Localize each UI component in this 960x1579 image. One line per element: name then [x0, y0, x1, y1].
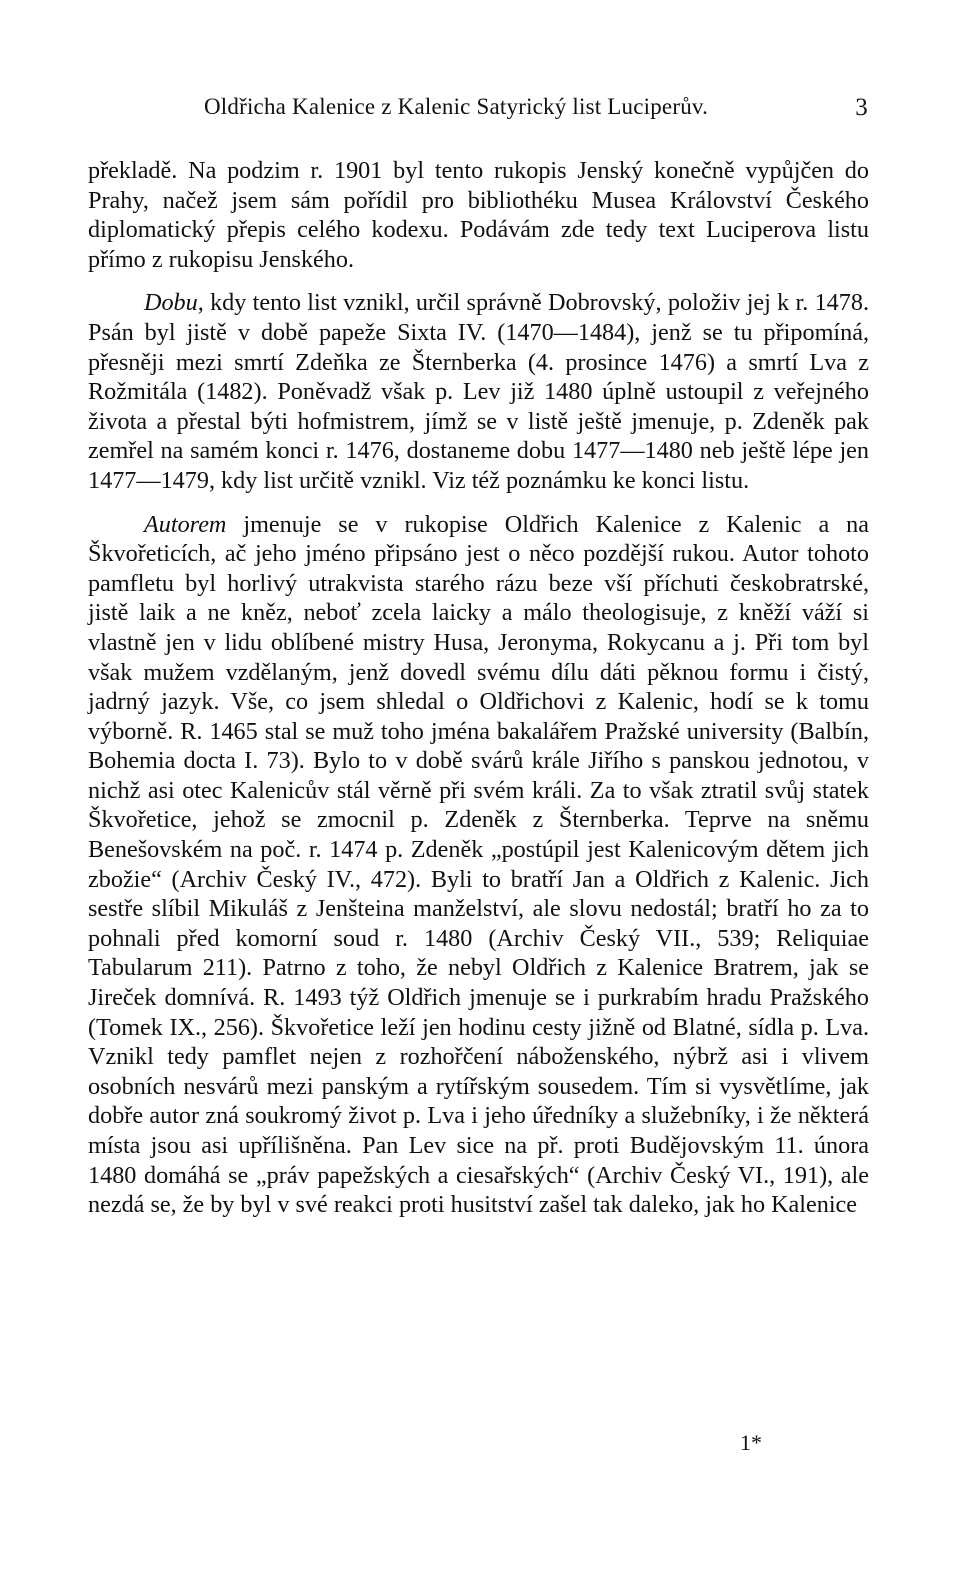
paragraph-2 [88, 288, 869, 495]
body-text [88, 156, 869, 1220]
paragraph-1-text: překladě. Na podzim r. 1901 byl tento rukopis Jenský konečně vypůjčen do Prahy, načež jsem sám pořídil pro bibliothéku Musea Království Českého diplomatický přepis celého kodexu. Podávám zde tedy text Luciperova listu přímo z rukopisu Jenského. [88, 157, 869, 273]
signature-mark: 1* [740, 1430, 762, 1455]
paragraph-3-text: jmenuje se v rukopise Oldřich Kalenice z Kalenic a na Škvořeticích, ač jeho jméno připsáno jest o něco pozdější rukou. Autor tohoto pamfletu byl horlivý utrakvista starého rázu beze vší příchuti českobratrské, jistě laik a ne kněz, neboť zcela laicky a málo theologisuje, z kněží váží si vlastně jen v lidu oblíbené mistry Husa, Jeronyma, Rokycanu a j. Při tom byl však mužem vzdělaným, jenž dovedl svému dílu dáti pěknou formu i čistý, jadrný jazyk. Vše, co jsem shledal o Oldřichovi z Kalenic, hodí se k tomu výborně. R. 1465 stal se muž toho jména bakalářem Pražské university (Balbín, Bohemia docta I. 73). Bylo to v době svárů krále Jiřího s panskou jednotou, v nichž asi otec Kalenicův stál věrně při svém králi. Za to však ztratil svůj statek Škvořetice, jehož se zmocnil p. Zdeněk z Šternberka. Teprve na sněmu Benešovském na poč. r. 1474 p. Zdeněk „postúpil jest Kalenicovým dětem jich zbožie“ (Archiv Český IV., 472). Byli to bratří Jan a Oldřich z Kalenic. Jich sestře slíbil Mikuláš z Jenšteina manželství, ale slovu nedostál; bratří ho za to pohnali před komorní soud r. 1480 (Archiv Český VII., 539; Reliquiae Tabularum 211). Patrno z toho, že nebyl Oldřich z Kalenice Bratrem, jak se Jireček domnívá. R. 1493 týž Oldřich jmenuje se i purkrabím hradu Pražského (Tomek IX., 256). Škvořetice leží jen hodinu cesty jižně od Blatné, sídla p. Lva. Vznikl tedy pamflet nejen z rozhořčení náboženského, nýbrž asi i vlivem osobních nesvárů mezi panským a rytířským sousedem. Tím si vysvětlíme, jak dobře autor zná soukromý život p. Lva i jeho úředníky a služebníky, i že některá místa jsou asi upřílišněna. Pan Lev sice na př. proti Budějovským 11. února 1480 domáhá se „práv papežských a ciesařských“ (Archiv Český VI., 191), ale nezdá se, že by byl v své reakci proti husitství zašel tak daleko, jak ho Kalenice [88, 510, 869, 1219]
paragraph-3 [88, 510, 869, 1220]
paragraph-3-lead: Autorem [144, 510, 227, 538]
paragraph-2-text: kdy tento list vznikl, určil správně Dobrovský, položiv jej k r. 1478. Psán byl jistě v době papeže Sixta IV. (1470—1484), jenž se tu připomíná, přesněji mezi smrtí Zdeňka ze Šternberka (4. prosince 1476) a smrtí Lva z Rožmitála (1482). Poněvadž však p. Lev již 1480 úplně ustoupil z veřejného života a přestal býti hofmistrem, jímž se v listě ještě jmenuje, p. Zdeněk pak zemřel na samém konci r. 1476, dostaneme dobu 1477—1480 neb ještě lépe jen 1477—1479, kdy list určitě vznikl. Viz též poznámku ke konci listu. [88, 289, 869, 494]
running-title: Oldřicha Kalenice z Kalenic Satyrický list Luciperův. [204, 94, 709, 119]
page-number: 3 [855, 94, 868, 121]
paragraph-2-lead: Dobu, [144, 289, 204, 317]
page-header [88, 94, 868, 126]
paragraph-1 [88, 156, 869, 274]
